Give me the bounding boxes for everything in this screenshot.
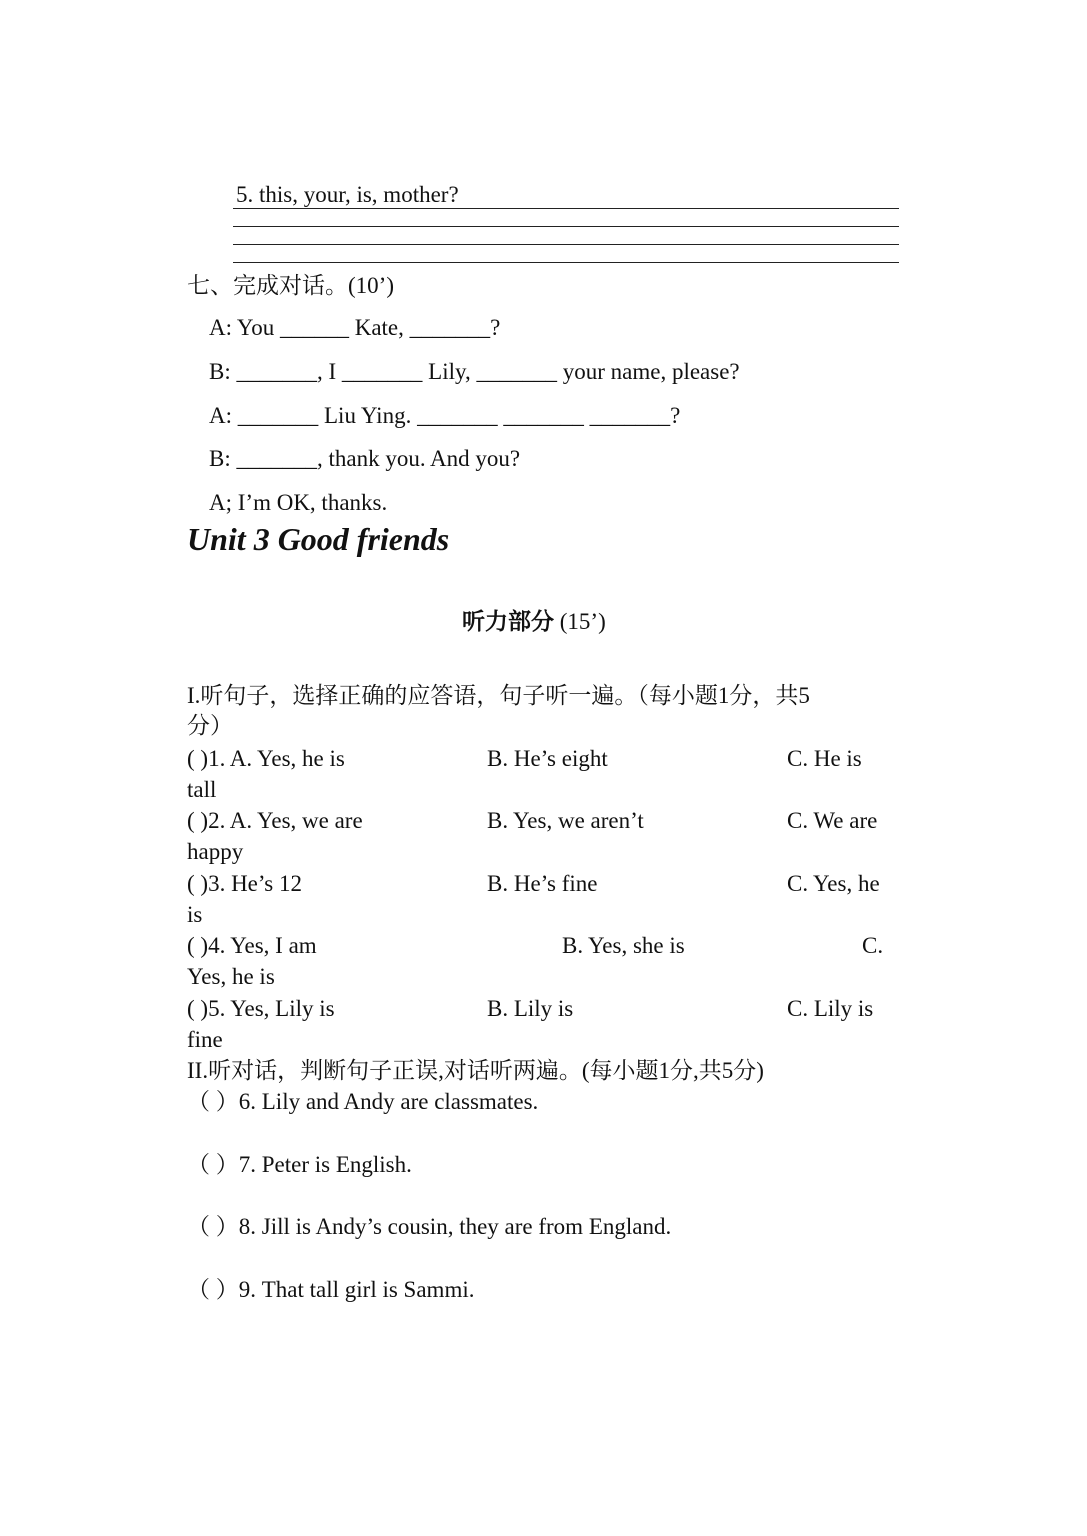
item-3-option-a: ( )3. He’s 12: [187, 871, 302, 896]
dialogue-line: A: _______ Liu Ying. _______ _______ _______?: [209, 403, 681, 428]
item-3-option-c: C. Yes, he: [787, 871, 880, 896]
item-5-option-c: C. Lily is: [787, 996, 874, 1021]
item-2-wrap: happy: [187, 839, 244, 864]
answer-line-2: [233, 226, 899, 227]
item-2-option-a: ( )2. A. Yes, we are: [187, 808, 363, 833]
item-5-wrap: fine: [187, 1027, 223, 1052]
judgement-item: （ ）9. That tall girl is Sammi.: [187, 1277, 475, 1302]
unit-title: Unit 3 Good friends: [187, 521, 450, 557]
section-7-title: 七、完成对话。(10’): [187, 273, 394, 298]
part-1-instructions-cont: 分）: [187, 713, 233, 738]
item-3-wrap: is: [187, 902, 203, 927]
dialogue-line: A; I’m OK, thanks.: [209, 490, 388, 515]
answer-line-1: [233, 208, 899, 209]
item-5-option-a: ( )5. Yes, Lily is: [187, 996, 335, 1021]
part-2-instructions: II.听对话，判断句子正误,对话听两遍。(每小题1分,共5分): [187, 1058, 764, 1083]
answer-line-4: [233, 262, 899, 263]
item-5-option-b: B. Lily is: [487, 996, 574, 1021]
item-1-option-a: ( )1. A. Yes, he is: [187, 746, 345, 771]
question-5: 5. this, your, is, mother?: [236, 182, 459, 207]
item-2-option-c: C. We are: [787, 808, 878, 833]
item-3-option-b: B. He’s fine: [487, 871, 598, 896]
dialogue-line: B: _______, thank you. And you?: [209, 446, 521, 471]
judgement-item: （ ）7. Peter is English.: [187, 1152, 412, 1177]
item-2-option-b: B. Yes, we aren’t: [487, 808, 644, 833]
item-1-option-c: C. He is: [787, 746, 862, 771]
listening-title-text: 听力部分: [462, 609, 554, 634]
answer-line-3: [233, 244, 899, 245]
item-4-option-c: C.: [862, 933, 884, 958]
dialogue-line: A: You ______ Kate, _______?: [209, 315, 501, 340]
item-4-option-b: B. Yes, she is: [562, 933, 685, 958]
judgement-item: （ ）8. Jill is Andy’s cousin, they are from England.: [187, 1214, 672, 1239]
item-1-wrap: tall: [187, 777, 217, 802]
item-4-option-a: ( )4. Yes, I am: [187, 933, 317, 958]
item-1-option-b: B. He’s eight: [487, 746, 608, 771]
judgement-item: （ ）6. Lily and Andy are classmates.: [187, 1089, 539, 1114]
listening-score: (15’): [559, 609, 606, 634]
listening-title: [462, 608, 606, 636]
item-4-wrap: Yes, he is: [187, 964, 275, 989]
part-1-instructions: I.听句子，选择正确的应答语，句子听一遍。（每小题1分，共5: [187, 683, 810, 708]
dialogue-line: B: _______, I _______ Lily, _______ your name, please?: [209, 359, 740, 384]
